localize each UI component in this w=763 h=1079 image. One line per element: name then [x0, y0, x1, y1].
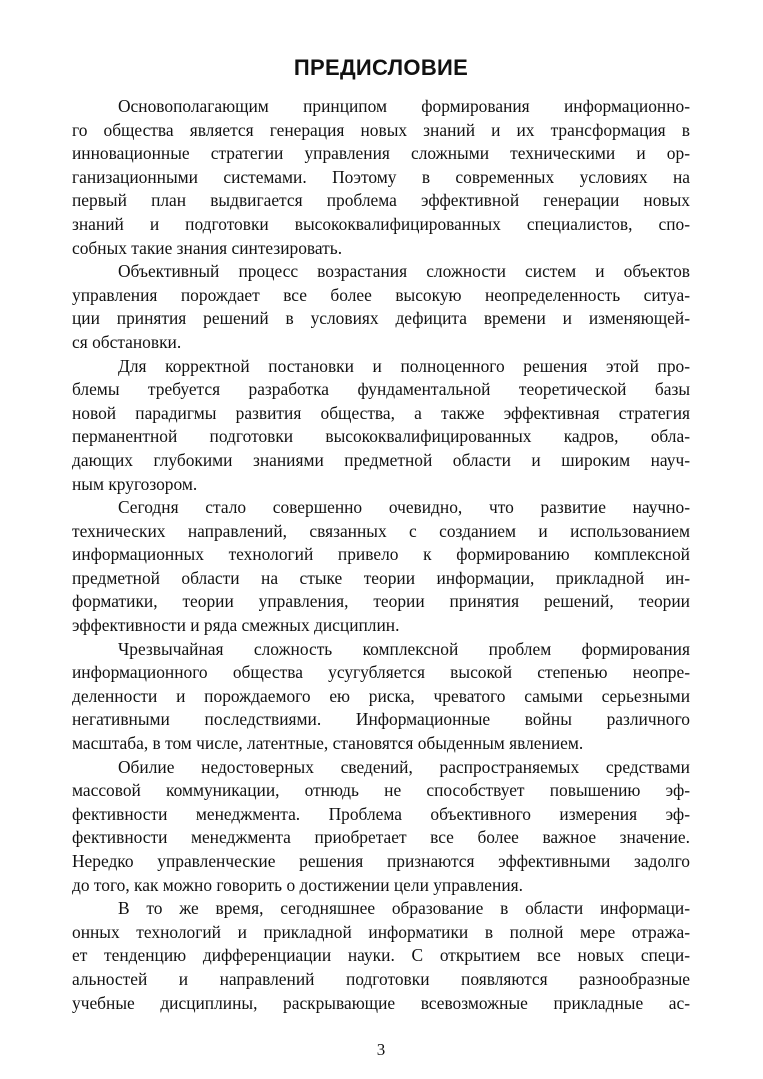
paragraph [72, 756, 690, 898]
text-line: форматики, теории управления, теории принятия решений, теории [72, 591, 690, 612]
text-line: ет тенденцию дифференциации науки. С открытием все новых специ- [72, 945, 690, 966]
body-text [72, 95, 690, 1015]
text-line: онных технологий и прикладной информатики в полной мере отража- [72, 921, 690, 942]
text-line: перманентной подготовки высококвалифицированных кадров, обла- [72, 426, 690, 447]
paragraph [72, 897, 690, 1015]
text-line: Сегодня стало совершенно очевидно, что развитие научно- [118, 497, 690, 518]
text-line: до того, как можно говорить о достижении цели управления. [72, 874, 523, 895]
text-line: Чрезвычайная сложность комплексной проблем формирования [118, 638, 690, 659]
text-line: первый план выдвигается проблема эффективной генерации новых [72, 190, 690, 211]
paragraph [72, 638, 690, 756]
text-line: масштаба, в том числе, латентные, становятся обыденным явлением. [72, 733, 584, 754]
text-line: ганизационными системами. Поэтому в современных условиях на [72, 166, 690, 187]
paragraph [72, 95, 690, 260]
text-line: инновационные стратегии управления сложными техническими и ор- [72, 143, 690, 164]
page-number: 3 [376, 1040, 386, 1059]
text-line: технических направлений, связанных с созданием и использованием [72, 520, 690, 541]
paragraph [72, 355, 690, 497]
paragraph [72, 260, 690, 354]
text-line: новой парадигмы развития общества, а также эффективная стратегия [72, 402, 690, 423]
text-line: Обилие недостоверных сведений, распространяемых средствами [118, 756, 690, 777]
text-line: альностей и направлений подготовки появляются разнообразные [72, 968, 690, 989]
text-line: знаний и подготовки высококвалифицированных специалистов, спо- [72, 213, 690, 234]
text-line: Для корректной постановки и полноценного решения этой про- [118, 355, 690, 376]
text-line: ции принятия решений в условиях дефицита времени и изменяющей- [72, 308, 690, 329]
text-line: ся обстановки. [72, 331, 182, 352]
text-line: блемы требуется разработка фундаментальной теоретической базы [72, 379, 690, 400]
text-line: массовой коммуникации, отнюдь не способствует повышению эф- [72, 780, 690, 801]
text-line: информационных технологий привело к формированию комплексной [72, 544, 690, 565]
text-line: фективности менеджмента. Проблема объективного измерения эф- [72, 803, 690, 824]
text-line: предметной области на стыке теории информации, прикладной ин- [72, 567, 690, 588]
text-line: учебные дисциплины, раскрывающие всевозможные прикладные ас- [72, 992, 690, 1013]
text-line: дающих глубокими знаниями предметной области и широким науч- [72, 449, 690, 470]
text-line: информационного общества усугубляется высокой степенью неопре- [72, 662, 690, 683]
paragraph [72, 496, 690, 638]
text-line: го общества является генерация новых знаний и их трансформация в [72, 119, 690, 140]
text-line: Объективный процесс возрастания сложности систем и объектов [118, 261, 690, 282]
page-title: ПРЕДИСЛОВИЕ [293, 55, 469, 80]
text-line: ным кругозором. [72, 473, 198, 494]
text-line: собных такие знания синтезировать. [72, 237, 343, 258]
text-line: фективности менеджмента приобретает все более важное значение. [72, 827, 690, 848]
text-line: управления порождает все более высокую неопределенность ситуа- [72, 284, 690, 305]
text-line: Нередко управленческие решения признаются эффективными задолго [72, 851, 690, 871]
text-line: В то же время, сегодняшнее образование в области информаци- [118, 898, 690, 919]
text-line: негативными последствиями. Информационные войны различного [72, 709, 690, 730]
text-line: эффективности и ряда смежных дисциплин. [72, 615, 400, 636]
document-page [72, 53, 690, 1079]
text-line: Основополагающим принципом формирования информационно- [118, 96, 690, 116]
text-line: деленности и порождаемого ею риска, чреватого самыми серьезными [72, 685, 690, 706]
